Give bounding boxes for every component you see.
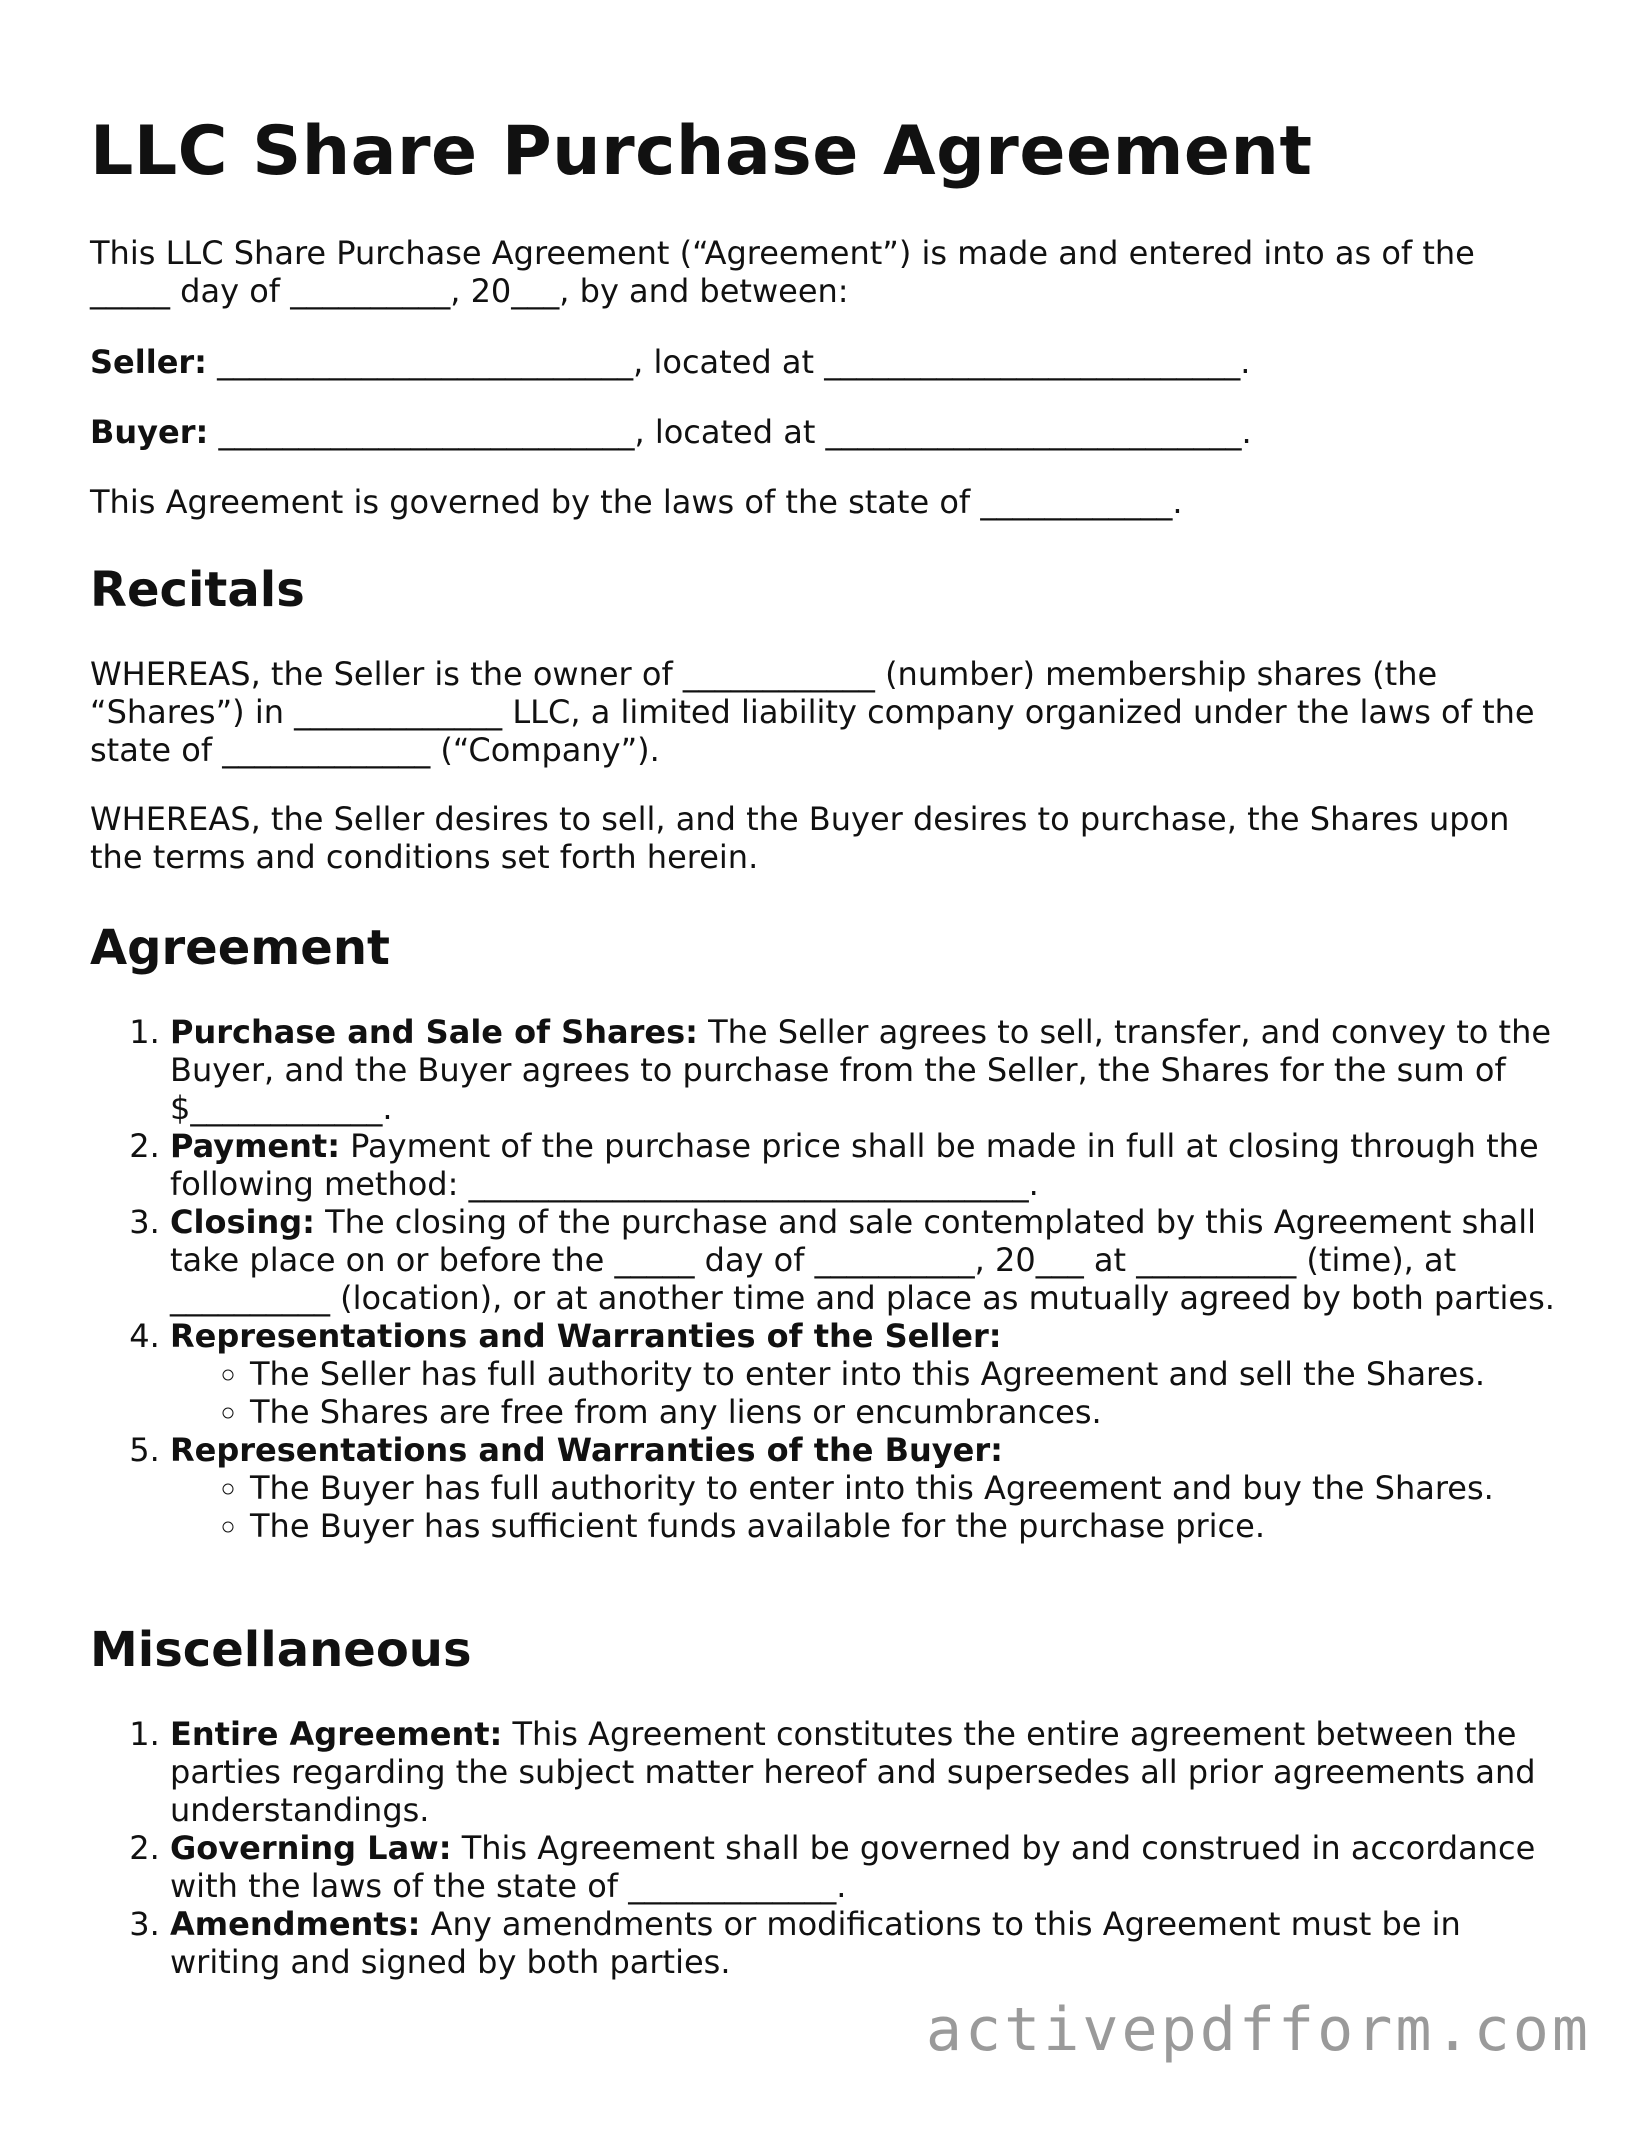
agreement-item-text: The Seller agrees to sell, transfer, and convey to the Buyer, and the Buyer agrees to purchase from the Seller, the Shares for the sum of $____________. (170, 1013, 1552, 1127)
watermark: activepdfform.com (925, 1995, 1591, 2065)
agreement-item-text: The closing of the purchase and sale contemplated by this Agreement shall take place on or before the _____ day of __________, 20___ at __________ (time), at __________ (location), or at another time and place as mutually agreed by both parties. (170, 1203, 1555, 1317)
misc-item-text: Any amendments or modifications to this Agreement must be in writing and signed by both parties. (170, 1905, 1461, 1981)
misc-item-label: Amendments: (170, 1905, 421, 1943)
intro-paragraph (90, 234, 1560, 310)
agreement-item-1 (170, 1013, 1560, 1127)
agreement-item-label: Purchase and Sale of Shares: (170, 1013, 698, 1051)
list-item: ◦ The Shares are free from any liens or encumbrances. (250, 1393, 1560, 1431)
list-item: ◦ The Buyer has sufficient funds available for the purchase price. (250, 1507, 1560, 1545)
seller-warranties-list (170, 1355, 1560, 1431)
agreement-item-label: Representations and Warranties of the Seller: (170, 1317, 1002, 1355)
buyer-label: Buyer: (90, 413, 209, 451)
misc-item-3 (170, 1905, 1560, 1981)
buyer-line (90, 413, 1560, 451)
recital-paragraph-1 (90, 655, 1560, 769)
agreement-item-4 (170, 1317, 1560, 1431)
miscellaneous-heading: Miscellaneous (90, 1622, 472, 1678)
intro-text: This LLC Share Purchase Agreement (“Agreement”) is made and entered into as of the _____ day of __________, 20___, by and between: (90, 234, 1475, 310)
agreement-list-wrapper (90, 1013, 1560, 1545)
agreement-item-label: Closing: (170, 1203, 315, 1241)
recital-text-2: WHEREAS, the Seller desires to sell, and the Buyer desires to purchase, the Shares upon the terms and conditions set forth herein. (90, 800, 1510, 876)
misc-item-label: Governing Law: (170, 1829, 452, 1867)
buyer-blank-text: __________________________, located at __________________________. (208, 413, 1252, 451)
agreement-item-3 (170, 1203, 1560, 1317)
seller-label: Seller: (90, 343, 207, 381)
misc-item-text: This Agreement shall be governed by and construed in accordance with the laws of the state of _____________. (170, 1829, 1536, 1905)
governed-line (90, 483, 1560, 521)
misc-item-text: This Agreement constitutes the entire agreement between the parties regarding the subject matter hereof and supersedes all prior agreements and understandings. (170, 1715, 1536, 1829)
page-title: LLC Share Purchase Agreement (90, 112, 1313, 191)
agreement-item-text: Payment of the purchase price shall be made in full at closing through the following method: ___________________________________. (170, 1127, 1539, 1203)
recitals-heading: Recitals (90, 562, 305, 618)
buyer-warranties-list (170, 1469, 1560, 1545)
misc-item-label: Entire Agreement: (170, 1715, 503, 1753)
recital-paragraph-2 (90, 800, 1560, 876)
seller-line (90, 343, 1560, 381)
agreement-item-5 (170, 1431, 1560, 1545)
agreement-item-2 (170, 1127, 1560, 1203)
misc-list-wrapper (90, 1715, 1560, 1981)
seller-blank-text: __________________________, located at __________________________. (206, 343, 1251, 381)
misc-item-1 (170, 1715, 1560, 1829)
list-item: ◦ The Buyer has full authority to enter into this Agreement and buy the Shares. (250, 1469, 1560, 1507)
misc-list (90, 1715, 1560, 1981)
recital-text-1: WHEREAS, the Seller is the owner of ____________ (number) membership shares (the “Shares”) in _____________ LLC, a limited liability company organized under the laws of the state of _____________ (“Company”). (90, 655, 1535, 769)
agreement-list (90, 1013, 1560, 1545)
agreement-item-label: Representations and Warranties of the Buyer: (170, 1431, 1003, 1469)
governed-text: This Agreement is governed by the laws of the state of ____________. (90, 483, 1183, 521)
list-item: ◦ The Seller has full authority to enter into this Agreement and sell the Shares. (250, 1355, 1560, 1393)
agreement-heading: Agreement (90, 920, 390, 976)
misc-item-2 (170, 1829, 1560, 1905)
agreement-item-label: Payment: (170, 1127, 340, 1165)
